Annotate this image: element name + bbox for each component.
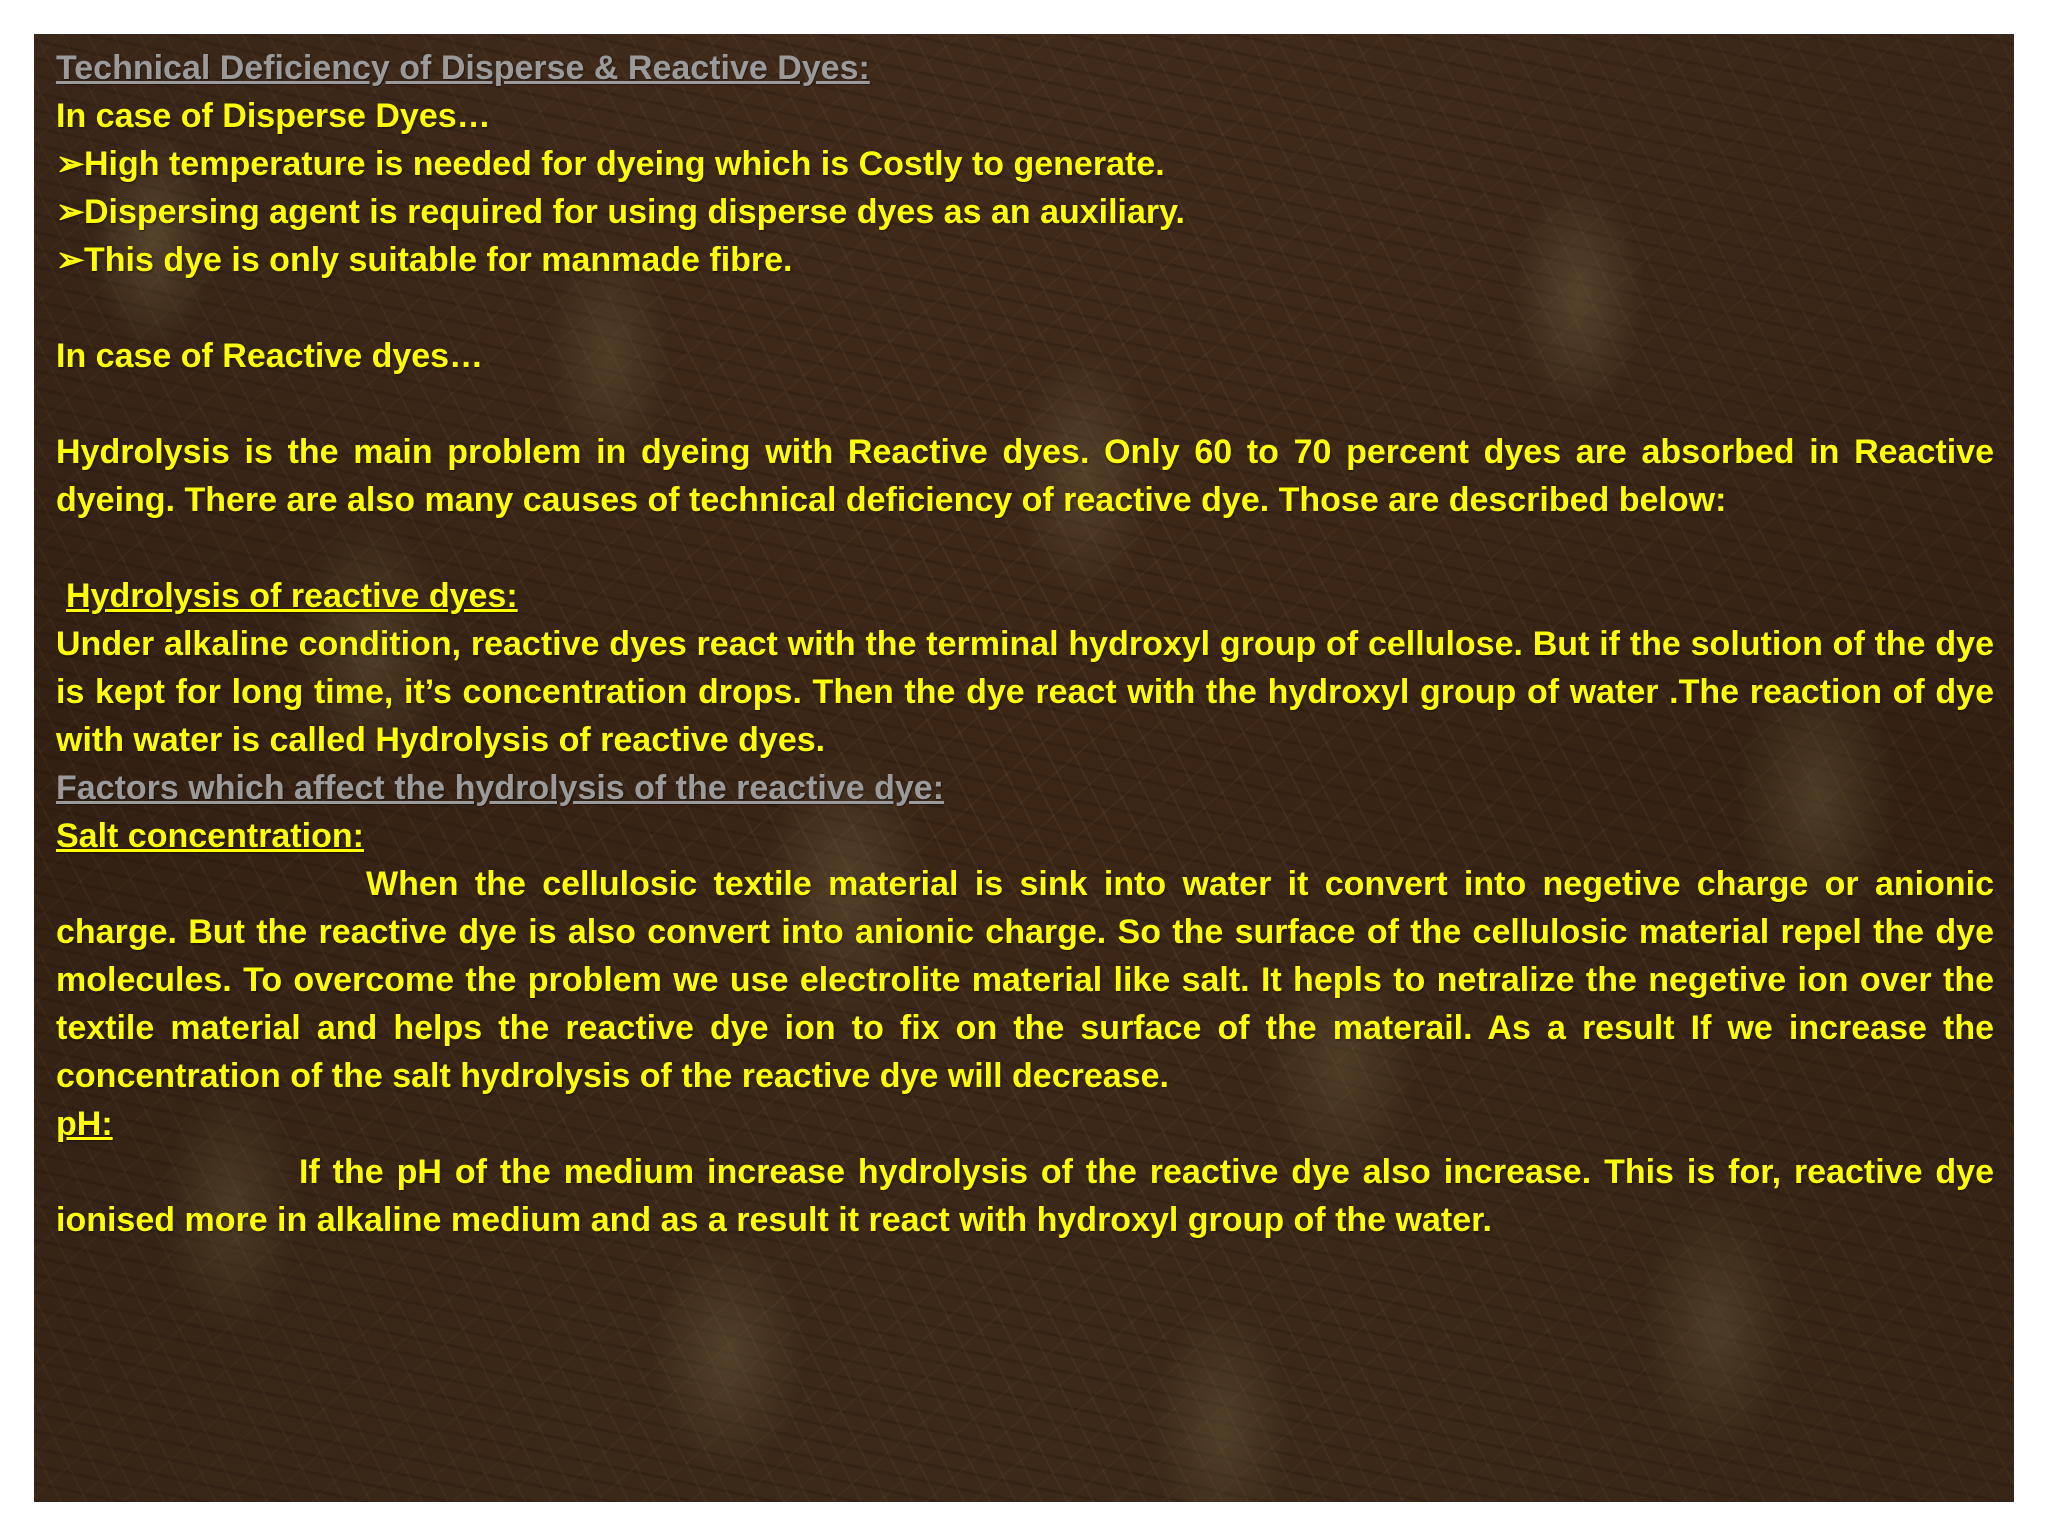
salt-heading-text: Salt concentration: bbox=[56, 817, 364, 855]
salt-text: When the cellulosic textile material is sink into water it convert into negetive charge or anionic charge. But the reactive dye is also convert into anionic charge. So the surface of the cellulosic material repel the dye molecules. To overcome the problem we use electrolite material like salt. It hepls to netralize the negetive ion over the textile material and helps the reactive dye ion to fix on the surface of the materail. As a result If we increase the concentration of the salt hydrolysis of the reactive dye will decrease. bbox=[56, 865, 1994, 1095]
disperse-bullet bbox=[56, 140, 1994, 188]
spacer bbox=[56, 524, 1994, 572]
slide bbox=[34, 34, 2014, 1502]
disperse-bullet bbox=[56, 188, 1994, 236]
main-heading: Technical Deficiency of Disperse & Reactive Dyes: bbox=[56, 49, 870, 87]
arrow-bullet-icon: ➢ bbox=[56, 145, 85, 183]
ph-heading-text: pH: bbox=[56, 1105, 113, 1143]
arrow-bullet-icon: ➢ bbox=[56, 241, 85, 279]
reactive-intro: Hydrolysis is the main problem in dyeing with Reactive dyes. Only 60 to 70 percent dyes are absorbed in Reactive dyeing. There are also many causes of technical deficiency of reactive dye. Those are described below: bbox=[56, 433, 1994, 519]
spacer bbox=[56, 284, 1994, 332]
disperse-title: In case of Disperse Dyes… bbox=[56, 97, 491, 135]
factors-heading: Factors which affect the hydrolysis of the reactive dye: bbox=[56, 769, 945, 807]
hydrolysis-heading-text: Hydrolysis of reactive dyes: bbox=[66, 577, 518, 615]
spacer bbox=[56, 380, 1994, 428]
disperse-bullet bbox=[56, 236, 1994, 284]
hydrolysis-heading bbox=[56, 572, 1994, 620]
salt-heading bbox=[56, 812, 1994, 860]
disperse-bullet-text: Dispersing agent is required for using disperse dyes as an auxiliary. bbox=[84, 193, 1185, 231]
reactive-title: In case of Reactive dyes… bbox=[56, 337, 484, 375]
disperse-bullet-text: This dye is only suitable for manmade fibre. bbox=[84, 241, 793, 279]
slide-content bbox=[56, 44, 1994, 1244]
disperse-bullet-text: High temperature is needed for dyeing which is Costly to generate. bbox=[84, 145, 1165, 183]
arrow-bullet-icon: ➢ bbox=[56, 193, 85, 231]
ph-text: If the pH of the medium increase hydrolysis of the reactive dye also increase. This is for, reactive dye ionised more in alkaline medium and as a result it react with hydroxyl group of the water. bbox=[56, 1153, 1994, 1239]
hydrolysis-text: Under alkaline condition, reactive dyes react with the terminal hydroxyl group of cellulose. But if the solution of the dye is kept for long time, it’s concentration drops. Then the dye react with the hydroxyl group of water .The reaction of dye with water is called Hydrolysis of reactive dyes. bbox=[56, 625, 1994, 759]
ph-heading bbox=[56, 1100, 1994, 1148]
